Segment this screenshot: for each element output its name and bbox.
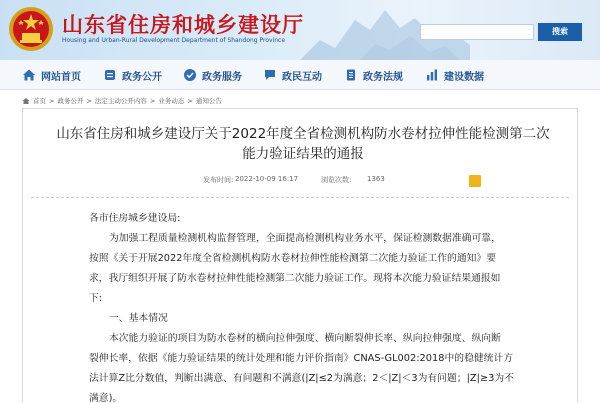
qzone-share-icon[interactable] [469, 175, 481, 187]
breadcrumb-separator: > [149, 96, 156, 105]
folder-icon [103, 68, 117, 82]
nav-item-home[interactable] [22, 60, 81, 90]
nav-item-gov-affairs[interactable] [103, 60, 162, 90]
breadcrumb-home-icon [22, 97, 30, 105]
breadcrumb-item-statutory[interactable]: 法定主动公开内容 [94, 97, 147, 105]
nav-label: 网站首页 [41, 71, 81, 83]
main-nav [0, 60, 600, 90]
breadcrumb-separator: > [86, 96, 92, 105]
breadcrumb-item-home[interactable]: 首页 [33, 97, 46, 105]
service-icon [183, 68, 197, 82]
salutation: 各市住房城乡建设局: [89, 213, 181, 224]
nav-item-gov-services[interactable] [183, 60, 242, 90]
paragraph-line: 为加强工程质量检测机构监督管理，全面提高检测机构业务水平，保证检测数据准确可靠， [109, 233, 501, 244]
search-button[interactable]: 搜索 [538, 23, 582, 41]
nav-label: 政务公开 [122, 71, 162, 83]
national-emblem-icon[interactable] [8, 6, 54, 52]
data-icon [425, 68, 439, 82]
law-icon [344, 68, 358, 82]
published-value: 2022-10-09 16:17 [235, 175, 299, 183]
breadcrumb-separator: > [187, 96, 193, 105]
nav-label: 政民互动 [282, 71, 322, 83]
paragraph-line: 法计算Z比分数值，判断出满意、有问题和不满意(|Z|≤2为满意；2＜|Z|＜3为有问题；|Z|≥3为不 [89, 373, 514, 384]
divider [31, 197, 569, 198]
home-icon [22, 68, 36, 82]
nav-item-regulations[interactable] [344, 60, 403, 90]
paragraph-line: 下: [89, 293, 103, 304]
site-subtitle: Housing and Urban-Rural Development Department of Shandong Province [62, 37, 286, 44]
breadcrumb-item-business[interactable]: 业务动态 [158, 97, 185, 105]
site-title: 山东省住房和城乡建设厅 [62, 12, 304, 37]
published-label: 发布时间: [203, 176, 234, 184]
paragraph-line: 满意)。 [89, 393, 123, 403]
article-title: 山东省住房和城乡建设厅关于2022年度全省检测机构防水卷材拉伸性能检测第二次能力验证结果的通报 [56, 126, 550, 162]
views-value: 1363 [367, 175, 385, 183]
paragraph-line: 裂伸长率，依据《能力验证结果的统计处理和能力评价指南》CNAS-GL002:2018中的稳健统计方 [89, 353, 514, 364]
breadcrumb-item-gov-affairs[interactable]: 政务公开 [57, 97, 84, 105]
search-input[interactable] [420, 24, 534, 40]
chat-icon [263, 68, 277, 82]
article-body [89, 209, 559, 403]
article-meta [23, 173, 579, 187]
nav-label: 建设数据 [444, 71, 484, 83]
nav-item-interaction[interactable] [263, 60, 322, 90]
breadcrumb [22, 96, 222, 105]
nav-item-data[interactable] [425, 60, 484, 90]
paragraph-line: 本次能力验证的项目为防水卷材的横向拉伸强度、横向断裂伸长率、纵向拉伸强度、纵向断 [109, 333, 501, 344]
paragraph-line: 按照《关于开展2022年度全省检测机构防水卷材拉伸性能检测第二次能力验证工作的通知》要 [89, 253, 497, 264]
nav-label: 政务服务 [202, 71, 242, 83]
views-label: 浏览次数: [321, 176, 352, 184]
breadcrumb-separator: > [49, 96, 55, 105]
section-heading: 一、基本情况 [109, 313, 168, 324]
nav-label: 政务法规 [363, 71, 403, 83]
paragraph-line: 求，我厅组织开展了防水卷材拉伸性能检测第二次能力验证工作。现将本次能力验证结果通报如 [89, 273, 501, 284]
site-header [0, 0, 600, 60]
article-container [22, 108, 578, 403]
breadcrumb-item-notice[interactable]: 通知公告 [195, 97, 222, 105]
